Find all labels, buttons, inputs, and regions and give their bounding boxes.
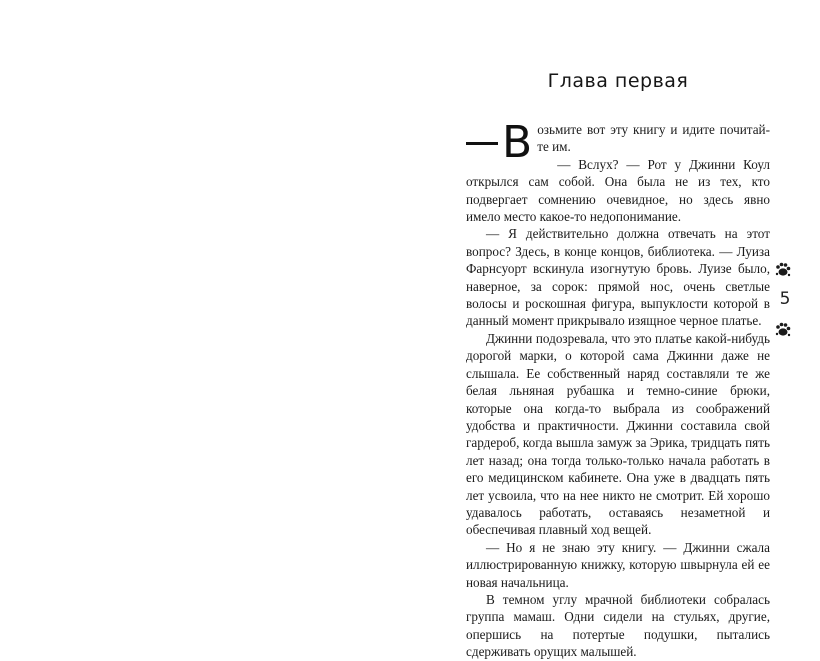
paragraph-2: — Вслух? — Рот у Джинни Коул открылся сам собой. Она была не из тех, кто подвергает сомнению очевидное, но здесь явно имело место какое-то недопонимание.: [466, 156, 770, 225]
paragraph-5: — Но я не знаю эту книгу. — Джинни сжала иллюстрированную книжку, которую швырнула ей ее новая начальница.: [466, 539, 770, 590]
paragraph-1: [466, 117, 770, 168]
paragraph-text: озьмите вот эту книгу и идите почитай-те им.: [537, 122, 770, 155]
page-number: 5: [779, 289, 791, 309]
dialogue-dash: [466, 142, 498, 145]
paw-print-icon: [776, 263, 791, 277]
paragraph-3: — Я действительно должна отвечать на этот вопрос? Здесь, в конце концов, библиотека. — Луиза Фарнсуорт вскинула изогнутую бровь. Луизе было, наверное, за сорок: прямой нос, очень светлые волосы и роскошная фигура, выпуклости которой в данный момент прикрывало изящное черное платье.: [466, 226, 770, 329]
paw-print-icon: [776, 323, 791, 337]
body-text: [466, 117, 770, 661]
paragraph-6: В темном углу мрачной библиотеки собралась группа мамаш. Одни сидели на стульях, другие, опершись на потертые подушки, пытались сдерживать орущих малышей.: [466, 591, 770, 660]
paragraph-4: Джинни подозревала, что это платье какой-нибудь дорогой марки, о которой сама Джинни даже не слышала. Ее собственный наряд составляли те же белая льняная рубашка и темно-синие брюки, которые она когда-то выбрала из соображений удобства и практичности. Джинни составила свой гардероб, когда вышла замуж за Эрика, тридцать пять лет назад; она тогда только-только начала работать в его медицинском кабинете. Она уже в двадцать пять лет усвоила, что на нее никто не смотрит. Ей хорошо удавалось работать, оставаясь незаметной и обеспечивая плавный ход вещей.: [466, 330, 770, 538]
drop-cap-letter: В: [502, 117, 533, 168]
chapter-title: Глава первая: [547, 70, 689, 92]
drop-cap: [466, 117, 533, 168]
